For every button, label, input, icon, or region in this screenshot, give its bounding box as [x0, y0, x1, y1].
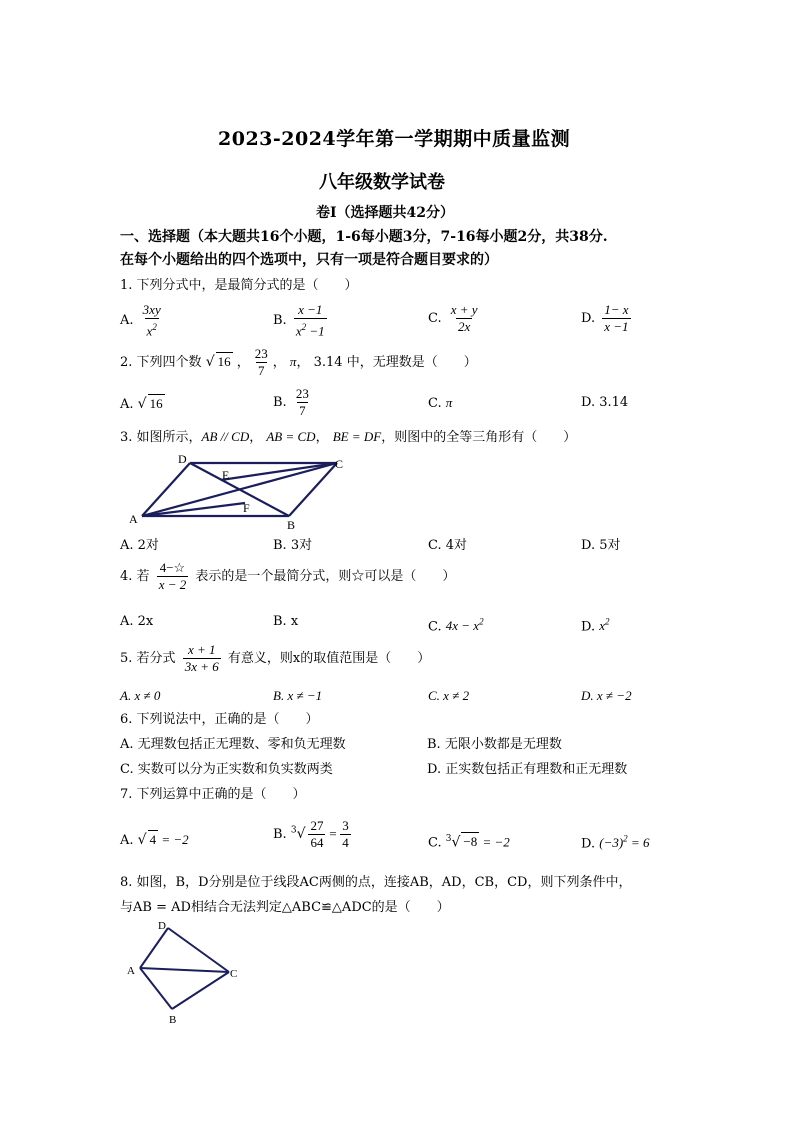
q3-label-f: F [243, 501, 250, 515]
q2-sqrt16: 16 [217, 354, 231, 369]
q8-label-c: C [230, 968, 238, 980]
q3-label-d: D [178, 452, 187, 466]
cube-root-icon: √ [451, 834, 461, 851]
q5-option-c: C. x ≠ 2 [428, 688, 470, 703]
sqrt-icon: √ [205, 354, 215, 370]
q8-line2: 与AB = AD相结合无法判定△ABC≌△ADC的是（ ） [120, 900, 450, 915]
q1-option-a-label: A. [120, 313, 134, 329]
cube-root-icon: √ [296, 826, 306, 842]
q5-option-d: D. x ≠ −2 [581, 688, 632, 703]
q3-option-b: B. 3对 [273, 538, 313, 553]
q3-cond3: BE = DF [332, 429, 382, 444]
q1-option-b-expr: $\frac{x -1}{x^2 -1}$ [295, 302, 325, 339]
q7-option-a: A. √ 4 = −2 [120, 832, 189, 848]
q1-option-b [273, 302, 330, 339]
q1-option-d-expr: $\frac{1- x}{x -1}$ [604, 302, 629, 334]
section-heading-line1: 一、选择题（本大题共16个小题，1-6每小题3分，7-16每小题2分，共38分. [120, 229, 608, 245]
q3-option-d: D. 5对 [581, 538, 621, 553]
q2-decimal: 3.14 [313, 355, 343, 370]
q2-stem-pre: 2. 下列四个数 [120, 355, 202, 370]
q6-stem: 6. 下列说法中，正确的是（ ） [120, 712, 319, 727]
q6-option-a: A. 无理数包括正无理数、零和负无理数 [120, 737, 346, 752]
q8-label-d: D [158, 920, 166, 932]
q5-option-b: B. x ≠ −1 [273, 688, 323, 703]
q4-option-d: D. $x^2$ [581, 617, 610, 635]
q8-figure [122, 918, 247, 1028]
q2-stem: 2. 下列四个数 √ 16 ， $\frac{23}{7}$ ， π， 3.14 中，无理数是（ ） [120, 346, 477, 378]
q2-option-b: B. $\frac{23}{7}$ [273, 386, 309, 418]
q1-option-c-label: C. [428, 311, 442, 326]
q3-label-e: E [222, 468, 230, 482]
exam-title: 2023-2024学年第一学期期中质量监测 [218, 128, 571, 150]
q3-option-c: C. 4对 [428, 538, 468, 553]
q4-option-b: B. x [273, 614, 299, 629]
q6-option-b: B. 无限小数都是无理数 [427, 737, 562, 752]
q8-label-b: B [169, 1014, 177, 1026]
sqrt-icon: √ [137, 832, 147, 848]
q8-line1: 8. 如图，B，D分别是位于线段AC两侧的点，连接AB，AD，CB，CD，则下列条件中， [120, 875, 632, 890]
q1-option-c [428, 302, 483, 335]
q3-label-c: C [335, 457, 344, 471]
q4-option-a: A. 2x [120, 614, 154, 629]
q2-option-a: A. √ 16 [120, 396, 163, 412]
q4-frac: $\frac{4-☆}{x - 2}$ [158, 560, 187, 592]
q7-option-b: B. $^3$√ $\frac{27}{64}$ = $\frac{3}{4}$ [273, 818, 349, 850]
q3-label-b: B [287, 518, 296, 532]
q1-stem: 1. 下列分式中，是最简分式的是（ ） [120, 278, 358, 293]
section-heading-line2: 在每个小题给出的四个选项中，只有一项是符合题目要求的） [120, 252, 498, 268]
q4-stem: 4. 若 $\frac{4-☆}{x - 2}$ 表示的是一个最简分式，则☆可以是（ ） [120, 560, 456, 592]
q5-option-a: A. x ≠ 0 [120, 688, 161, 703]
q4-option-c: C. $4x - x^2$ [428, 617, 484, 635]
q5-frac: $\frac{x + 1}{3x + 6}$ [184, 642, 219, 674]
q2-frac: $\frac{23}{7}$ [254, 346, 268, 378]
q3-option-a: A. 2对 [120, 538, 159, 553]
q2-option-d: D. 3.14 [581, 395, 629, 410]
q7-option-c: C. $^3$√ −8 = −2 [428, 834, 510, 851]
exam-subtitle: 八年级数学试卷 [319, 172, 445, 193]
q5-stem: 5. 若分式 $\frac{x + 1}{3x + 6}$ 有意义，则x的取值范围是（ ） [120, 642, 431, 674]
q3-cond2: AB = CD [266, 429, 316, 444]
q7-option-d: D. $(-3)^2 = 6$ [581, 834, 650, 852]
q8-label-a: A [127, 965, 135, 977]
q2-option-c: C. π [428, 395, 453, 411]
sqrt-icon: √ [137, 396, 147, 412]
q3-figure [125, 450, 355, 535]
q1-option-a [120, 302, 166, 339]
q3-label-a: A [129, 512, 138, 526]
q2-stem-post: 中，无理数是（ ） [346, 355, 477, 370]
q3-cond1: AB // CD [201, 429, 250, 444]
q2-pi: π [289, 354, 297, 369]
q1-option-b-label: B. [273, 313, 287, 329]
q7-stem: 7. 下列运算中正确的是（ ） [120, 787, 306, 802]
q1-option-d-label: D. [581, 311, 596, 326]
q3-stem: 3. 如图所示，AB // CD， AB = CD， BE = DF，则图中的全等三角形有（ ） [120, 429, 577, 445]
q6-option-c: C. 实数可以分为正实数和负实数两类 [120, 762, 333, 777]
q1-option-d [581, 302, 634, 335]
q1-option-a-expr: $\frac{3xy}{x^2}$ [142, 302, 161, 339]
q6-option-d: D. 正实数包括正有理数和正无理数 [427, 762, 628, 777]
volume-heading: 卷Ⅰ（选择题共42分） [316, 205, 455, 221]
q1-option-c-expr: $\frac{x + y}{2x}$ [450, 302, 478, 334]
